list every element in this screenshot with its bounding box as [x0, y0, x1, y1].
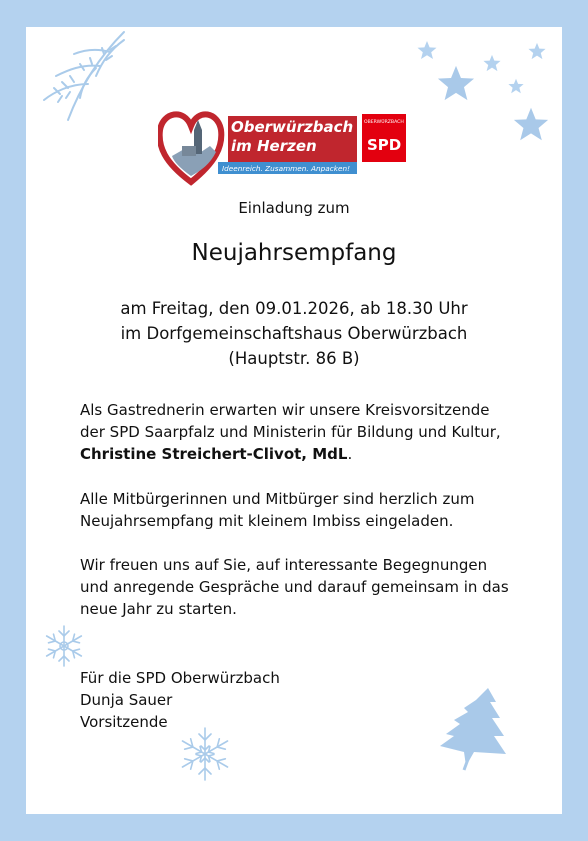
- star-icon: [508, 78, 524, 94]
- svg-text:SPD: SPD: [367, 136, 402, 154]
- star-icon: [528, 42, 546, 60]
- star-icon: [513, 106, 549, 142]
- signature-block: Für die SPD Oberwürzbach Dunja Sauer Vorsitzende: [80, 667, 512, 733]
- closing-paragraph: Wir freuen uns auf Sie, auf interessante Begegnungen und anregende Gespräche und darauf gemeinsam in das neue Jahr zu starten.: [80, 556, 509, 618]
- event-date: am Freitag, den 09.01.2026, ab 18.30 Uhr: [120, 299, 468, 318]
- snowflake-icon: [42, 624, 86, 668]
- invite-paragraph: Alle Mitbürgerinnen und Mitbürger sind herzlich zum Neujahrsempfang mit kleinem Imbiss eingeladen.: [80, 490, 475, 530]
- snowflake-icon: [177, 726, 233, 782]
- christmas-tree-icon: [436, 686, 508, 772]
- event-details: [0, 296, 588, 371]
- signatory-name: Dunja Sauer: [80, 691, 173, 709]
- star-icon: [437, 64, 475, 102]
- fir-branch-icon: [40, 28, 130, 123]
- signatory-role: Vorsitzende: [80, 713, 168, 731]
- svg-text:im Herzen: im Herzen: [231, 137, 317, 155]
- invitation-intro: Einladung zum: [238, 199, 350, 217]
- event-venue: im Dorfgemeinschaftshaus Oberwürzbach: [120, 324, 468, 343]
- oberwuerzbach-logo: [158, 106, 408, 186]
- svg-text:OBERWÜRZBACH: OBERWÜRZBACH: [364, 120, 404, 125]
- svg-text:Ideenreich. Zusammen. Anpacken: Ideenreich. Zusammen. Anpacken!: [222, 164, 351, 173]
- svg-text:Oberwürzbach: Oberwürzbach: [231, 118, 354, 136]
- star-icon: [417, 40, 437, 60]
- event-title: Neujahrsempfang: [191, 240, 397, 266]
- star-icon: [483, 54, 501, 72]
- speaker-name: Christine Streichert-Clivot, MdL: [80, 445, 348, 463]
- event-address: (Hauptstr. 86 B): [228, 349, 360, 368]
- speaker-paragraph: Als Gastrednerin erwarten wir unsere Kreisvorsitzende der SPD Saarpfalz und Ministerin für Bildung und Kultur, Christine Streichert-Clivot, MdL.: [80, 401, 501, 463]
